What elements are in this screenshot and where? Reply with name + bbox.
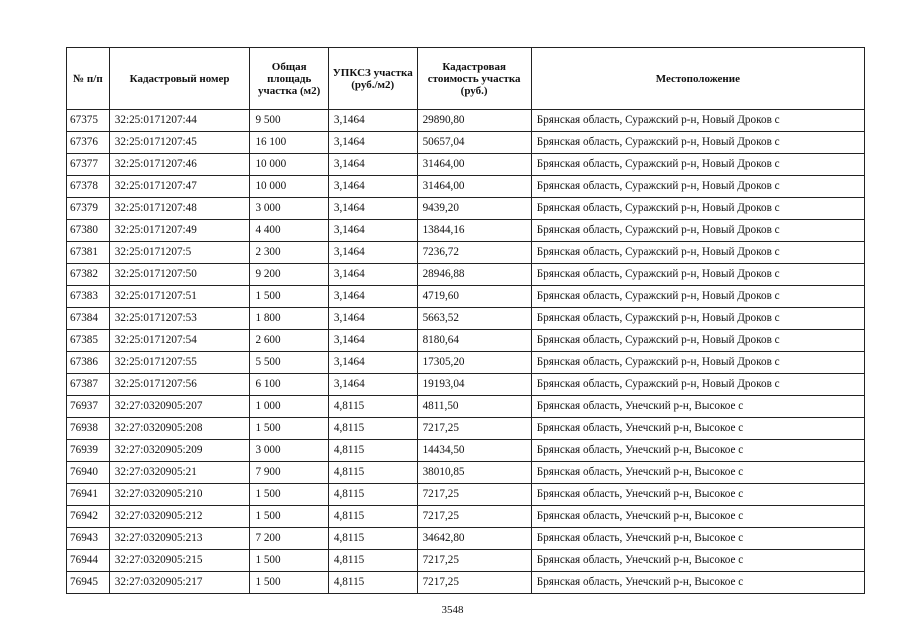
area-cell: 1 500 xyxy=(250,286,328,308)
upksz-cell: 3,1464 xyxy=(328,352,417,374)
row-number-cell: 67378 xyxy=(67,176,110,198)
upksz-cell: 4,8115 xyxy=(328,572,417,594)
upksz-cell: 3,1464 xyxy=(328,154,417,176)
table-row xyxy=(67,132,865,154)
header-row-number: № п/п xyxy=(67,48,110,110)
row-number-cell: 67381 xyxy=(67,242,110,264)
cadastral-value-cell: 14434,50 xyxy=(417,440,531,462)
cadastral-number-cell: 32:27:0320905:215 xyxy=(109,550,250,572)
table-row xyxy=(67,264,865,286)
cadastral-value-cell: 31464,00 xyxy=(417,154,531,176)
upksz-cell: 3,1464 xyxy=(328,264,417,286)
cadastral-number-cell: 32:27:0320905:213 xyxy=(109,528,250,550)
upksz-cell: 4,8115 xyxy=(328,528,417,550)
location-cell: Брянская область, Суражский р-н, Новый Дроков с xyxy=(531,242,864,264)
table-body xyxy=(67,110,865,594)
row-number-cell: 76943 xyxy=(67,528,110,550)
location-cell: Брянская область, Унечский р-н, Высокое с xyxy=(531,462,864,484)
location-cell: Брянская область, Суражский р-н, Новый Дроков с xyxy=(531,110,864,132)
cadastral-value-cell: 13844,16 xyxy=(417,220,531,242)
location-cell: Брянская область, Суражский р-н, Новый Дроков с xyxy=(531,330,864,352)
row-number-cell: 67375 xyxy=(67,110,110,132)
table-row xyxy=(67,572,865,594)
row-number-cell: 67379 xyxy=(67,198,110,220)
table-row xyxy=(67,418,865,440)
location-cell: Брянская область, Суражский р-н, Новый Дроков с xyxy=(531,220,864,242)
row-number-cell: 67387 xyxy=(67,374,110,396)
location-cell: Брянская область, Суражский р-н, Новый Дроков с xyxy=(531,176,864,198)
location-cell: Брянская область, Суражский р-н, Новый Дроков с xyxy=(531,264,864,286)
table-row xyxy=(67,330,865,352)
area-cell: 1 500 xyxy=(250,484,328,506)
area-cell: 5 500 xyxy=(250,352,328,374)
cadastral-number-cell: 32:25:0171207:54 xyxy=(109,330,250,352)
table-row xyxy=(67,286,865,308)
cadastral-value-cell: 29890,80 xyxy=(417,110,531,132)
location-cell: Брянская область, Суражский р-н, Новый Дроков с xyxy=(531,308,864,330)
header-upksz: УПКСЗ участка (руб./м2) xyxy=(328,48,417,110)
area-cell: 10 000 xyxy=(250,154,328,176)
location-cell: Брянская область, Суражский р-н, Новый Дроков с xyxy=(531,374,864,396)
cadastral-value-cell: 34642,80 xyxy=(417,528,531,550)
cadastral-value-cell: 28946,88 xyxy=(417,264,531,286)
upksz-cell: 3,1464 xyxy=(328,176,417,198)
row-number-cell: 67377 xyxy=(67,154,110,176)
table-row xyxy=(67,154,865,176)
table-row xyxy=(67,110,865,132)
cadastral-number-cell: 32:25:0171207:44 xyxy=(109,110,250,132)
location-cell: Брянская область, Унечский р-н, Высокое с xyxy=(531,396,864,418)
upksz-cell: 4,8115 xyxy=(328,484,417,506)
area-cell: 9 200 xyxy=(250,264,328,286)
header-cadastral-value: Кадастровая стоимость участка (руб.) xyxy=(417,48,531,110)
cadastral-number-cell: 32:27:0320905:209 xyxy=(109,440,250,462)
area-cell: 1 800 xyxy=(250,308,328,330)
area-cell: 4 400 xyxy=(250,220,328,242)
upksz-cell: 3,1464 xyxy=(328,242,417,264)
upksz-cell: 3,1464 xyxy=(328,308,417,330)
cadastral-number-cell: 32:25:0171207:5 xyxy=(109,242,250,264)
area-cell: 7 200 xyxy=(250,528,328,550)
cadastral-value-cell: 31464,00 xyxy=(417,176,531,198)
upksz-cell: 3,1464 xyxy=(328,110,417,132)
table-row xyxy=(67,242,865,264)
table-row xyxy=(67,374,865,396)
cadastral-value-cell: 7217,25 xyxy=(417,484,531,506)
area-cell: 9 500 xyxy=(250,110,328,132)
row-number-cell: 76944 xyxy=(67,550,110,572)
cadastral-number-cell: 32:25:0171207:51 xyxy=(109,286,250,308)
row-number-cell: 76945 xyxy=(67,572,110,594)
area-cell: 16 100 xyxy=(250,132,328,154)
location-cell: Брянская область, Суражский р-н, Новый Дроков с xyxy=(531,198,864,220)
upksz-cell: 3,1464 xyxy=(328,286,417,308)
location-cell: Брянская область, Унечский р-н, Высокое с xyxy=(531,418,864,440)
location-cell: Брянская область, Унечский р-н, Высокое с xyxy=(531,572,864,594)
area-cell: 1 500 xyxy=(250,550,328,572)
area-cell: 2 300 xyxy=(250,242,328,264)
cadastral-number-cell: 32:25:0171207:50 xyxy=(109,264,250,286)
upksz-cell: 4,8115 xyxy=(328,506,417,528)
location-cell: Брянская область, Суражский р-н, Новый Дроков с xyxy=(531,286,864,308)
area-cell: 1 000 xyxy=(250,396,328,418)
table-row xyxy=(67,528,865,550)
cadastral-value-cell: 5663,52 xyxy=(417,308,531,330)
cadastral-value-cell: 4811,50 xyxy=(417,396,531,418)
header-total-area: Общая площадь участка (м2) xyxy=(250,48,328,110)
cadastral-value-cell: 50657,04 xyxy=(417,132,531,154)
upksz-cell: 4,8115 xyxy=(328,418,417,440)
upksz-cell: 4,8115 xyxy=(328,550,417,572)
cadastral-number-cell: 32:25:0171207:56 xyxy=(109,374,250,396)
table-row xyxy=(67,440,865,462)
row-number-cell: 67376 xyxy=(67,132,110,154)
header-cadastral-number: Кадастровый номер xyxy=(109,48,250,110)
upksz-cell: 4,8115 xyxy=(328,462,417,484)
row-number-cell: 67382 xyxy=(67,264,110,286)
cadastral-number-cell: 32:27:0320905:207 xyxy=(109,396,250,418)
row-number-cell: 76939 xyxy=(67,440,110,462)
table-row xyxy=(67,352,865,374)
cadastral-value-cell: 7217,25 xyxy=(417,572,531,594)
cadastral-value-cell: 19193,04 xyxy=(417,374,531,396)
upksz-cell: 3,1464 xyxy=(328,220,417,242)
table-header-row xyxy=(67,48,865,110)
area-cell: 1 500 xyxy=(250,572,328,594)
location-cell: Брянская область, Унечский р-н, Высокое с xyxy=(531,506,864,528)
location-cell: Брянская область, Унечский р-н, Высокое с xyxy=(531,528,864,550)
area-cell: 7 900 xyxy=(250,462,328,484)
cadastral-number-cell: 32:25:0171207:55 xyxy=(109,352,250,374)
row-number-cell: 67380 xyxy=(67,220,110,242)
cadastral-value-table xyxy=(66,47,865,594)
table-row xyxy=(67,198,865,220)
table-row xyxy=(67,176,865,198)
location-cell: Брянская область, Унечский р-н, Высокое с xyxy=(531,440,864,462)
cadastral-number-cell: 32:25:0171207:53 xyxy=(109,308,250,330)
row-number-cell: 76940 xyxy=(67,462,110,484)
cadastral-number-cell: 32:25:0171207:49 xyxy=(109,220,250,242)
table-row xyxy=(67,396,865,418)
page-number: 3548 xyxy=(441,604,464,616)
area-cell: 3 000 xyxy=(250,440,328,462)
cadastral-number-cell: 32:25:0171207:46 xyxy=(109,154,250,176)
area-cell: 1 500 xyxy=(250,506,328,528)
cadastral-number-cell: 32:27:0320905:208 xyxy=(109,418,250,440)
cadastral-value-cell: 17305,20 xyxy=(417,352,531,374)
upksz-cell: 4,8115 xyxy=(328,440,417,462)
row-number-cell: 67383 xyxy=(67,286,110,308)
row-number-cell: 76937 xyxy=(67,396,110,418)
table-row xyxy=(67,550,865,572)
cadastral-number-cell: 32:25:0171207:45 xyxy=(109,132,250,154)
location-cell: Брянская область, Унечский р-н, Высокое с xyxy=(531,484,864,506)
area-cell: 10 000 xyxy=(250,176,328,198)
cadastral-value-cell: 38010,85 xyxy=(417,462,531,484)
cadastral-value-cell: 7236,72 xyxy=(417,242,531,264)
row-number-cell: 67384 xyxy=(67,308,110,330)
row-number-cell: 67385 xyxy=(67,330,110,352)
row-number-cell: 76941 xyxy=(67,484,110,506)
table-row xyxy=(67,506,865,528)
cadastral-number-cell: 32:27:0320905:21 xyxy=(109,462,250,484)
row-number-cell: 76942 xyxy=(67,506,110,528)
upksz-cell: 3,1464 xyxy=(328,198,417,220)
header-location: Местоположение xyxy=(531,48,864,110)
area-cell: 6 100 xyxy=(250,374,328,396)
cadastral-value-cell: 8180,64 xyxy=(417,330,531,352)
table-row xyxy=(67,484,865,506)
area-cell: 1 500 xyxy=(250,418,328,440)
cadastral-number-cell: 32:25:0171207:47 xyxy=(109,176,250,198)
cadastral-number-cell: 32:27:0320905:217 xyxy=(109,572,250,594)
cadastral-value-cell: 7217,25 xyxy=(417,418,531,440)
cadastral-value-cell: 7217,25 xyxy=(417,506,531,528)
cadastral-value-cell: 7217,25 xyxy=(417,550,531,572)
upksz-cell: 4,8115 xyxy=(328,396,417,418)
table-row xyxy=(67,220,865,242)
cadastral-number-cell: 32:27:0320905:210 xyxy=(109,484,250,506)
location-cell: Брянская область, Суражский р-н, Новый Дроков с xyxy=(531,132,864,154)
cadastral-table-sheet xyxy=(66,47,865,594)
cadastral-number-cell: 32:25:0171207:48 xyxy=(109,198,250,220)
area-cell: 3 000 xyxy=(250,198,328,220)
table-row xyxy=(67,462,865,484)
cadastral-value-cell: 9439,20 xyxy=(417,198,531,220)
upksz-cell: 3,1464 xyxy=(328,330,417,352)
table-row xyxy=(67,308,865,330)
location-cell: Брянская область, Унечский р-н, Высокое с xyxy=(531,550,864,572)
cadastral-value-cell: 4719,60 xyxy=(417,286,531,308)
area-cell: 2 600 xyxy=(250,330,328,352)
upksz-cell: 3,1464 xyxy=(328,374,417,396)
location-cell: Брянская область, Суражский р-н, Новый Дроков с xyxy=(531,352,864,374)
upksz-cell: 3,1464 xyxy=(328,132,417,154)
row-number-cell: 67386 xyxy=(67,352,110,374)
row-number-cell: 76938 xyxy=(67,418,110,440)
location-cell: Брянская область, Суражский р-н, Новый Дроков с xyxy=(531,154,864,176)
cadastral-number-cell: 32:27:0320905:212 xyxy=(109,506,250,528)
